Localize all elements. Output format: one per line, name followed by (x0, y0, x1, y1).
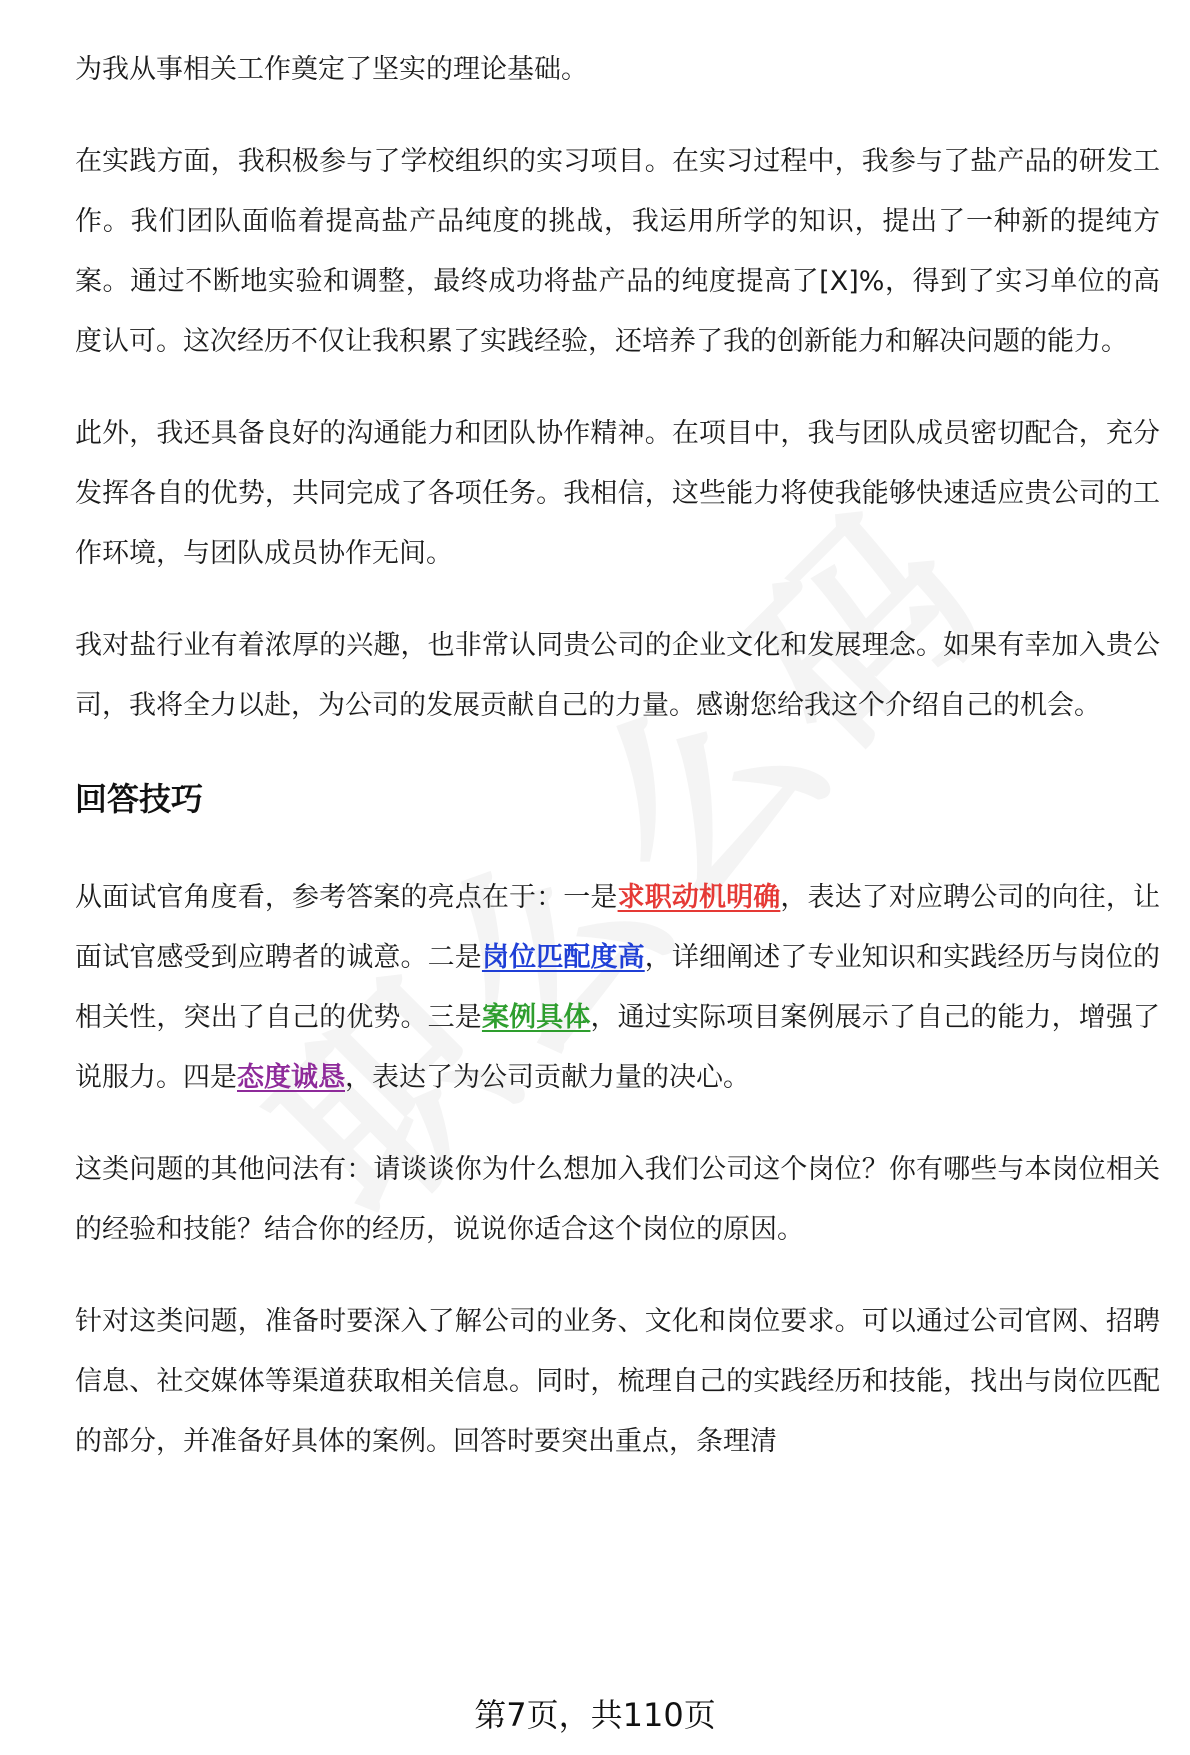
paragraph-practice: 在实践方面，我积极参与了学校组织的实习项目。在实习过程中，我参与了盐产品的研发工作。我们团队面临着提高盐产品纯度的挑战，我运用所学的知识，提出了一种新的提纯方案。通过不断地实验和调整，最终成功将盐产品的纯度提高了[X]%，得到了实习单位的高度认可。这次经历不仅让我积累了实践经验，还培养了我的创新能力和解决问题的能力。 (75, 146, 1160, 357)
paragraph-intro-end: 为我从事相关工作奠定了坚实的理论基础。 (75, 54, 588, 85)
section-heading-tips: 回答技巧 (75, 780, 204, 818)
document-body (75, 40, 1160, 1504)
highlights-text-3: ，详细阐述了专业知识和实践经历与岗位的相关性，突出了自己的优势。三是 (75, 942, 1161, 1033)
highlights-text-4: ，通过实际项目案例展示了自己的能力，增强了说服力。四是 (75, 1002, 1161, 1093)
highlight-concrete-case: 案例具体 (481, 1002, 591, 1033)
paragraph-highlights (75, 868, 1160, 1108)
highlights-text-2: ，表达了对应聘公司的向往，让面试官感受到应聘者的诚意。二是 (75, 882, 1161, 973)
paragraph-interest: 我对盐行业有着浓厚的兴趣，也非常认同贵公司的企业文化和发展理念。如果有幸加入贵公司，我将全力以赴，为公司的发展贡献自己的力量。感谢您给我这个介绍自己的机会。 (75, 630, 1160, 721)
highlight-job-match: 岗位匹配度高 (481, 942, 645, 973)
highlight-sincere-attitude: 态度诚恳 (237, 1062, 345, 1093)
highlights-text-1: 从面试官角度看，参考答案的亮点在于：一是 (75, 882, 618, 913)
paragraph-other-questions: 这类问题的其他问法有：请谈谈你为什么想加入我们公司这个岗位？你有哪些与本岗位相关的经验和技能？结合你的经历，说说你适合这个岗位的原因。 (75, 1154, 1160, 1245)
highlight-motivation: 求职动机明确 (617, 882, 781, 913)
highlights-text-5: ，表达了为公司贡献力量的决心。 (345, 1062, 750, 1093)
paragraph-preparation: 针对这类问题，准备时要深入了解公司的业务、文化和岗位要求。可以通过公司官网、招聘信息、社交媒体等渠道获取相关信息。同时，梳理自己的实践经历和技能，找出与岗位匹配的部分，并准备好具体的案例。回答时要突出重点，条理清 (75, 1306, 1160, 1457)
paragraph-teamwork: 此外，我还具备良好的沟通能力和团队协作精神。在项目中，我与团队成员密切配合，充分发挥各自的优势，共同完成了各项任务。我相信，这些能力将使我能够快速适应贵公司的工作环境，与团队成员协作无间。 (75, 418, 1160, 569)
page-number: 第7页，共110页 (474, 1696, 716, 1734)
